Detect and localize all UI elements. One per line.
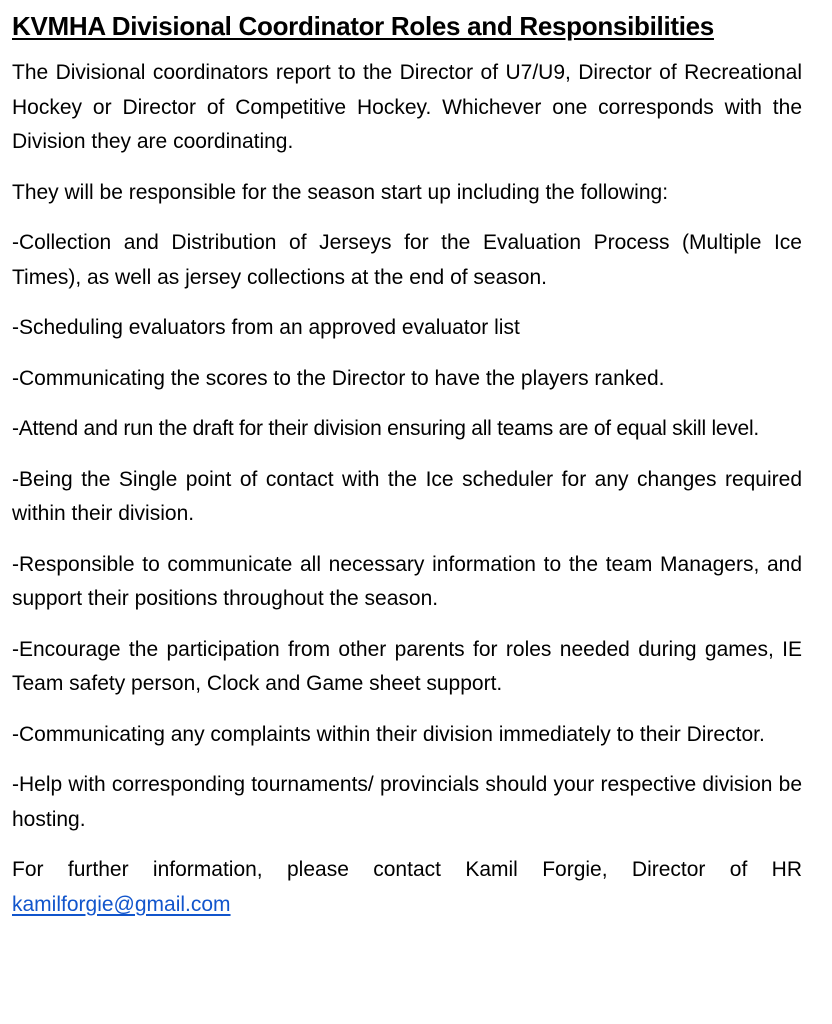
responsibility-item: -Attend and run the draft for their division ensuring all teams are of equal skill level.	[12, 417, 759, 440]
intro-paragraph: The Divisional coordinators report to the Director of U7/U9, Director of Recreational Hockey or Director of Competitive Hockey. Whichever one corresponds with the Division they are coordinating.	[12, 61, 802, 153]
responsibility-item: -Help with corresponding tournaments/ provincials should your respective division be hosting.	[12, 773, 802, 831]
responsibility-item: -Being the Single point of contact with the Ice scheduler for any changes required within their division.	[12, 467, 802, 525]
responsibility-item: -Communicating any complaints within their division immediately to their Director.	[12, 722, 765, 746]
responsibility-item: -Responsible to communicate all necessary information to the team Managers, and support their positions throughout the season.	[12, 552, 802, 610]
responsibility-item: -Scheduling evaluators from an approved evaluator list	[12, 316, 520, 339]
responsibility-item: -Encourage the participation from other parents for roles needed during games, IE Team safety person, Clock and Game sheet support.	[12, 637, 802, 695]
responsibility-item: -Collection and Distribution of Jerseys for the Evaluation Process (Multiple Ice Times), as well as jersey collections at the end of season.	[12, 231, 802, 289]
lead-in-paragraph: They will be responsible for the season start up including the following:	[12, 180, 669, 204]
contact-paragraph	[12, 853, 802, 922]
responsibility-item: -Communicating the scores to the Director to have the players ranked.	[12, 366, 665, 390]
responsibilities-list	[12, 226, 802, 837]
contact-email-link[interactable]: kamilforgie@gmail.com	[12, 892, 231, 916]
document-title: KVMHA Divisional Coordinator Roles and Responsibilities	[12, 11, 714, 41]
contact-text: For further information, please contact Kamil Forgie, Director of HR	[12, 858, 802, 881]
